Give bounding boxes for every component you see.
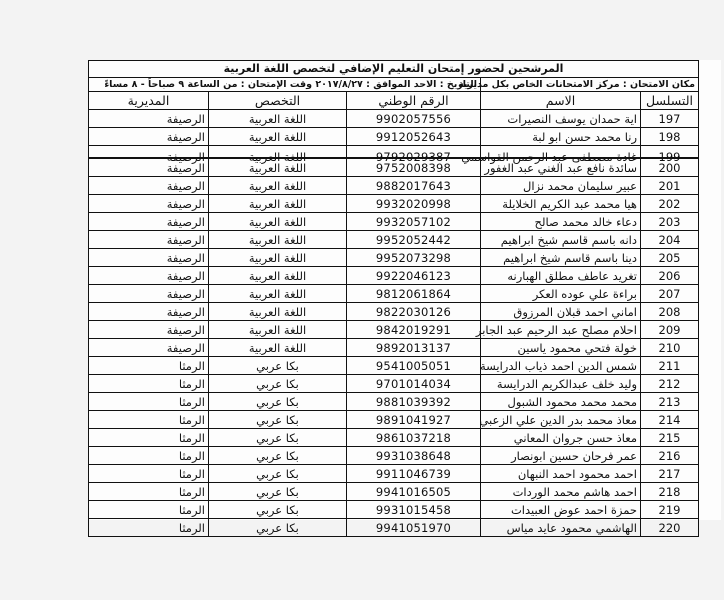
cell-national-id: 9941016505 <box>347 483 481 501</box>
document-title: المرشحين لحضور إمتحان التعليم الإضافي لتخصص اللغة العربية <box>89 61 699 78</box>
cell-specialization-text: اللغة العربية <box>248 150 307 164</box>
cell-name: حمزة احمد عوض العبيدات <box>481 501 641 519</box>
cell-serial: 201 <box>641 177 699 195</box>
cell-directorate: الرصيفة <box>89 231 209 249</box>
cell-directorate: الرصيفة <box>89 158 209 177</box>
table-row <box>89 146 699 159</box>
table-row <box>89 411 699 429</box>
cell-directorate: الرصيفة <box>89 213 209 231</box>
meta-row <box>89 78 699 92</box>
cell-name: معاذ حسن جروان المعاني <box>481 429 641 447</box>
cell-directorate: الرمثا <box>89 447 209 465</box>
cell-specialization: اللغة العربية <box>209 213 347 231</box>
cell-name: اماني احمد قبلان المرزوق <box>481 303 641 321</box>
cell-serial: 208 <box>641 303 699 321</box>
cell-name: خولة فتحي محمود ياسين <box>481 339 641 357</box>
cell-national-id: 9912052643 <box>347 128 481 146</box>
cell-directorate: الرمثا <box>89 519 209 537</box>
cell-name: عمر فرحان حسين ابونصار <box>481 447 641 465</box>
exam-datetime: التاريخ : الاحد الموافق : ٢٠١٧/٨/٢٧ وقت الإمتحان : من الساعة ٩ صباحاً - ٨ مساءً <box>89 78 481 92</box>
cell-specialization: اللغة العربية <box>209 267 347 285</box>
cell-name: دينا باسم قاسم شيخ ابراهيم <box>481 249 641 267</box>
cell-name: معاذ محمد بدر الدين علي الزعبي <box>481 411 641 429</box>
cell-serial: 213 <box>641 393 699 411</box>
table-row <box>89 285 699 303</box>
cell-serial: 219 <box>641 501 699 519</box>
cell-directorate: الرصيفة <box>89 249 209 267</box>
cell-national-id: 9931015458 <box>347 501 481 519</box>
header-directorate: المديرية <box>89 92 209 110</box>
cell-serial: 215 <box>641 429 699 447</box>
cell-directorate <box>89 146 209 164</box>
cell-specialization: بكا عربي <box>209 483 347 501</box>
cell-directorate: الرصيفة <box>89 177 209 195</box>
cell-specialization: بكا عربي <box>209 357 347 375</box>
table-row <box>89 321 699 339</box>
table-row <box>89 249 699 267</box>
cell-serial: 217 <box>641 465 699 483</box>
cell-name: اية حمدان يوسف النصيرات <box>481 110 641 128</box>
table-row <box>89 501 699 519</box>
cell-name: دعاء خالد محمد صالح <box>481 213 641 231</box>
cell-serial: 207 <box>641 285 699 303</box>
cell-national-id <box>347 146 481 164</box>
cell-serial: 203 <box>641 213 699 231</box>
cell-national-id: 9752008398 <box>347 158 481 177</box>
cell-serial: 211 <box>641 357 699 375</box>
cell-serial: 197 <box>641 110 699 128</box>
cell-directorate: الرصيفة <box>89 267 209 285</box>
cell-serial: 200 <box>641 158 699 177</box>
document-sheet <box>88 60 721 535</box>
header-national-id: الرقم الوطني <box>347 92 481 110</box>
table-row <box>89 393 699 411</box>
cell-directorate: الرصيفة <box>89 110 209 128</box>
cell-specialization: بكا عربي <box>209 519 347 537</box>
cell-directorate: الرصيفة <box>89 339 209 357</box>
cell-directorate: الرمثا <box>89 375 209 393</box>
cell-national-id-text: 9792029387 <box>375 150 452 164</box>
cell-name: دانه باسم قاسم شيخ ابراهيم <box>481 231 641 249</box>
table-row <box>89 195 699 213</box>
cell-national-id: 9952052442 <box>347 231 481 249</box>
cell-national-id: 9932057102 <box>347 213 481 231</box>
cell-national-id: 9881039392 <box>347 393 481 411</box>
title-row <box>89 61 699 78</box>
candidates-table <box>88 60 699 537</box>
cell-national-id: 9701014034 <box>347 375 481 393</box>
cell-specialization: اللغة العربية <box>209 158 347 177</box>
cell-name: تغريد عاطف مطلق الهبارنه <box>481 267 641 285</box>
cell-specialization: اللغة العربية <box>209 285 347 303</box>
table-row <box>89 375 699 393</box>
cell-directorate: الرمثا <box>89 429 209 447</box>
table-row <box>89 519 699 537</box>
cell-name: احمد محمود احمد النبهان <box>481 465 641 483</box>
cell-name: احلام مصلح عبد الرحيم عبد الجابر <box>481 321 641 339</box>
cell-name: رنا محمد حسن ابو لبة <box>481 128 641 146</box>
cell-name <box>461 146 641 164</box>
cell-specialization: بكا عربي <box>209 411 347 429</box>
header-specialization: التخصص <box>209 92 347 110</box>
cell-national-id: 9932020998 <box>347 195 481 213</box>
cell-directorate: الرمثا <box>89 393 209 411</box>
table-row <box>89 110 699 128</box>
table-row <box>89 339 699 357</box>
table-row <box>89 177 699 195</box>
cell-national-id: 9812061864 <box>347 285 481 303</box>
table-row <box>89 128 699 146</box>
table-row <box>89 483 699 501</box>
table-row <box>89 465 699 483</box>
cell-name: شمس الدين احمد ذياب الدرايسة <box>481 357 641 375</box>
cell-serial: 206 <box>641 267 699 285</box>
cell-serial: 202 <box>641 195 699 213</box>
table-row <box>89 303 699 321</box>
cell-national-id: 9952073298 <box>347 249 481 267</box>
cell-serial: 210 <box>641 339 699 357</box>
cell-name: محمد محمد محمود الشبول <box>481 393 641 411</box>
cell-serial: 204 <box>641 231 699 249</box>
cell-specialization: اللغة العربية <box>209 339 347 357</box>
cell-national-id: 9892013137 <box>347 339 481 357</box>
cell-name: سائدة نافع عبد الغني عبد الغفور <box>481 158 641 177</box>
cell-specialization: اللغة العربية <box>209 110 347 128</box>
exam-place: مكان الامتحان : مركز الامتحانات الخاص بكل مديرية <box>481 78 699 92</box>
table-row <box>89 267 699 285</box>
cell-national-id: 9891041927 <box>347 411 481 429</box>
table-row <box>89 447 699 465</box>
cell-specialization: بكا عربي <box>209 447 347 465</box>
cell-directorate: الرمثا <box>89 357 209 375</box>
header-row <box>89 92 699 110</box>
cell-national-id: 9882017643 <box>347 177 481 195</box>
cell-national-id: 9541005051 <box>347 357 481 375</box>
cell-directorate: الرمثا <box>89 465 209 483</box>
cell-directorate: الرمثا <box>89 483 209 501</box>
cell-directorate-text: الرصيفة <box>166 150 205 164</box>
cell-directorate: الرمثا <box>89 501 209 519</box>
cell-serial: 212 <box>641 375 699 393</box>
cell-specialization: اللغة العربية <box>209 249 347 267</box>
cell-serial-text: 199 <box>658 150 681 164</box>
cell-specialization: اللغة العربية <box>209 177 347 195</box>
cell-name-text: غادة مصطفى عبد الرحمن القواسمي <box>461 150 637 164</box>
cell-name: وليد خلف عبدالكريم الدرايسة <box>481 375 641 393</box>
table-row <box>89 357 699 375</box>
cell-serial: 218 <box>641 483 699 501</box>
cell-serial: 216 <box>641 447 699 465</box>
header-serial: التسلسل <box>641 92 699 110</box>
cell-name: احمد هاشم محمد الوردات <box>481 483 641 501</box>
cell-specialization <box>209 146 347 164</box>
cell-serial: 198 <box>641 128 699 146</box>
table-row <box>89 213 699 231</box>
cell-directorate: الرصيفة <box>89 195 209 213</box>
cell-specialization: بكا عربي <box>209 465 347 483</box>
cell-serial <box>641 146 699 164</box>
cell-serial: 214 <box>641 411 699 429</box>
cell-national-id: 9922046123 <box>347 267 481 285</box>
cell-specialization: بكا عربي <box>209 393 347 411</box>
header-name: الاسم <box>481 92 641 110</box>
cell-name: عبير سليمان محمد نزال <box>481 177 641 195</box>
cell-name: الهاشمي محمود عايد مياس <box>481 519 641 537</box>
cell-specialization: اللغة العربية <box>209 303 347 321</box>
cell-directorate: الرصيفة <box>89 128 209 146</box>
cell-national-id: 9842019291 <box>347 321 481 339</box>
table-row <box>89 429 699 447</box>
cell-specialization: بكا عربي <box>209 429 347 447</box>
cell-specialization: اللغة العربية <box>209 128 347 146</box>
cell-directorate: الرصيفة <box>89 303 209 321</box>
cell-national-id: 9861037218 <box>347 429 481 447</box>
cell-directorate: الرصيفة <box>89 285 209 303</box>
cell-national-id: 9911046739 <box>347 465 481 483</box>
cell-specialization: بكا عربي <box>209 501 347 519</box>
cell-serial: 205 <box>641 249 699 267</box>
cell-national-id: 9902057556 <box>347 110 481 128</box>
cell-national-id: 9931038648 <box>347 447 481 465</box>
table-row <box>89 231 699 249</box>
cell-name: براءة علي عوده العكر <box>481 285 641 303</box>
cell-name: هيا محمد عبد الكريم الخلايلة <box>481 195 641 213</box>
cell-serial: 209 <box>641 321 699 339</box>
cell-specialization: اللغة العربية <box>209 195 347 213</box>
cell-directorate: الرمثا <box>89 411 209 429</box>
cell-national-id: 9941051970 <box>347 519 481 537</box>
cell-specialization: اللغة العربية <box>209 321 347 339</box>
cell-directorate: الرصيفة <box>89 321 209 339</box>
cell-serial: 220 <box>641 519 699 537</box>
cell-specialization: بكا عربي <box>209 375 347 393</box>
cell-national-id: 9822030126 <box>347 303 481 321</box>
cell-specialization: اللغة العربية <box>209 231 347 249</box>
